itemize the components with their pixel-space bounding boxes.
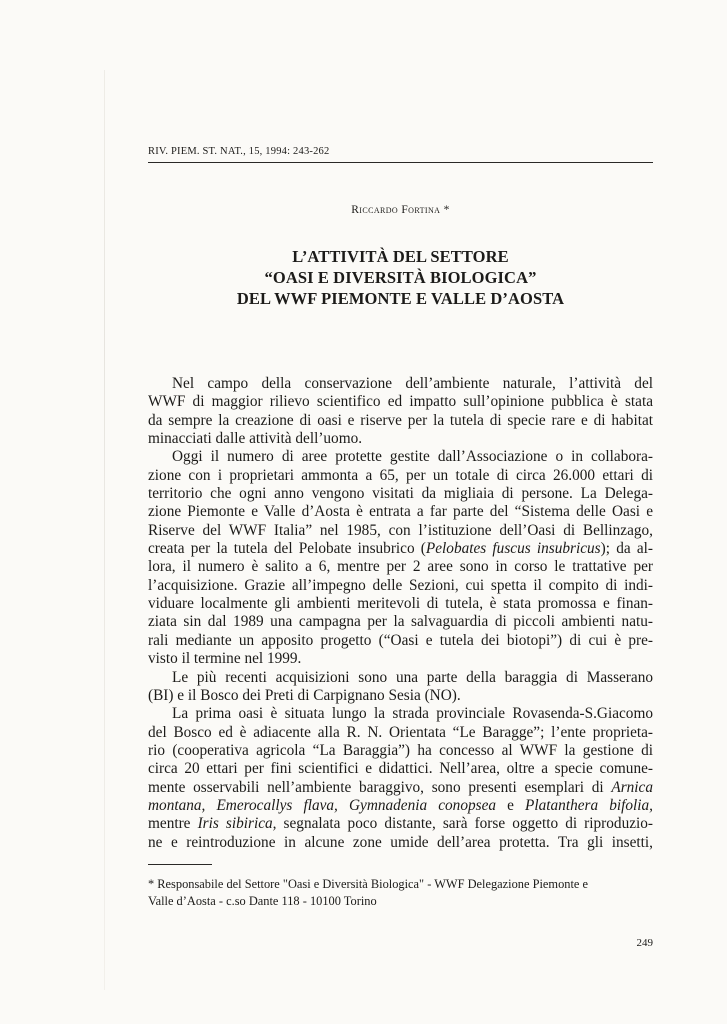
- body-line: [148, 742, 653, 760]
- body-text-segment: zione con i proprietari ammonta a 65, per un totale di circa 26.000 ettari di: [148, 466, 653, 484]
- body-text-segment: mentre: [148, 815, 198, 833]
- article-body: [148, 375, 653, 852]
- body-line: [148, 797, 653, 815]
- body-text-segment: ); da al-: [600, 540, 653, 558]
- title-line: DEL WWF PIEMONTE E VALLE D’AOSTA: [236, 289, 565, 308]
- body-text-segment: ziata sin dal 1989 una campagna per la salvaguardia di piccoli ambienti natu-: [148, 613, 653, 631]
- body-text-segment: rali mediante un apposito progetto (“Oasi e tutela dei biotopi”) di cui è pre-: [148, 631, 653, 649]
- body-line: [148, 577, 653, 595]
- body-text-segment: rio (cooperativa agricola “La Baraggia”) ha concesso al WWF la gestione di: [148, 741, 653, 759]
- italic-species-name: montana, Emerocallys flava, Gymnadenia conopsea: [148, 796, 497, 814]
- body-line: [148, 632, 653, 650]
- body-line: [148, 485, 653, 503]
- italic-species-name: Iris sibirica,: [197, 815, 277, 833]
- body-text-segment: territorio che ogni anno vengono visitati da migliaia di persone. La Delega-: [148, 485, 653, 503]
- article-title: [148, 246, 653, 309]
- body-text-segment: (BI) e il Bosco dei Preti di Carpignano Sesia (NO).: [148, 686, 461, 704]
- body-text-segment: ne e reintroduzione in alcune zone umide dell’area protetta. Tra gli insetti,: [148, 833, 653, 851]
- body-text-segment: del Bosco ed è adiacente alla R. N. Orientata “Le Baragge”; l’ente proprieta-: [148, 723, 653, 741]
- body-text-segment: e: [496, 796, 526, 814]
- italic-species-name: Platanthera bifolia,: [525, 796, 653, 814]
- body-text-segment: Nel campo della conservazione dell’ambiente naturale, l’attività del: [172, 375, 653, 392]
- body-text-segment: da sempre la creazione di oasi e riserve per la tutela di specie rare e di habitat: [148, 411, 653, 429]
- body-line: [148, 540, 653, 558]
- body-line: [148, 613, 653, 631]
- body-line: [148, 375, 653, 393]
- body-line: [148, 558, 653, 576]
- italic-species-name: Arnica: [611, 778, 653, 796]
- footnote-line: * Responsabile del Settore "Oasi e Diversità Biologica" - WWF Delegazione Piemonte e: [148, 877, 589, 891]
- body-text-segment: minacciati dalle attività dell’uomo.: [148, 430, 363, 448]
- body-line: [148, 724, 653, 742]
- body-line: [148, 467, 653, 485]
- italic-species-name: Pelobates fuscus insubricus: [425, 540, 601, 558]
- body-text-segment: creata per la tutela del Pelobate insubrico (: [148, 540, 426, 558]
- body-line: [148, 412, 653, 430]
- body-line: [148, 760, 653, 778]
- footnote-line: Valle d’Aosta - c.so Dante 118 - 10100 Torino: [148, 893, 377, 908]
- body-line: [148, 669, 653, 687]
- body-text-segment: visto il termine nel 1999.: [148, 650, 302, 668]
- body-text-segment: Oggi il numero di aree protette gestite dall’Associazione o in collabora-: [172, 448, 653, 466]
- body-text-segment: circa 20 ettari per fini scientifici e didattici. Nell’area, oltre a specie comune-: [148, 760, 653, 778]
- journal-reference: RIV. PIEM. ST. NAT., 15, 1994: 243-262: [148, 146, 330, 157]
- title-line: L’ATTIVITÀ DEL SETTORE: [292, 247, 509, 266]
- body-line: [148, 503, 653, 521]
- body-text-segment: viduare localmente gli ambienti meritevoli di tutela, è stata promossa e finan-: [148, 595, 653, 613]
- body-line: [148, 522, 653, 540]
- body-line: [148, 705, 653, 723]
- body-line: [148, 687, 653, 705]
- body-line: [148, 595, 653, 613]
- body-text-segment: segnalata poco distante, sarà forse oggetto di riproduzio-: [276, 815, 653, 833]
- body-text-segment: WWF di maggior rilievo scientifico ed impatto sull’opinione pubblica è stata: [148, 393, 653, 411]
- body-text-segment: Riserve del WWF Italia” nel 1985, con l’istituzione dell’Oasi di Bellinzago,: [148, 521, 653, 539]
- body-text-segment: Le più recenti acquisizioni sono una parte della baraggia di Masserano: [172, 668, 653, 686]
- page-number: 249: [636, 937, 653, 949]
- footnote: [148, 876, 658, 909]
- body-text-segment: zione Piemonte e Valle d’Aosta è entrata a far parte del “Sistema delle Oasi e: [148, 503, 653, 521]
- body-line: [148, 779, 653, 797]
- body-text-segment: l’acquisizione. Grazie all’impegno delle Sezioni, cui spetta il compito di indi-: [148, 576, 653, 594]
- body-text-segment: mente osservabili nell’ambiente baraggivo, sono presenti esemplari di: [148, 778, 612, 796]
- body-line: [148, 430, 653, 448]
- body-line: [148, 834, 653, 852]
- body-line: [148, 448, 653, 466]
- body-line: [148, 650, 653, 668]
- scan-edge-shadow: [104, 70, 105, 990]
- body-line: [148, 393, 653, 411]
- author-name: Riccardo Fortina *: [351, 204, 450, 216]
- header-rule: [148, 162, 653, 163]
- body-text-segment: La prima oasi è situata lungo la strada provinciale Rovasenda-S.Giacomo: [172, 705, 653, 723]
- footnote-rule: [148, 864, 212, 865]
- body-text-segment: lora, il numero è salito a 6, mentre per 2 aree sono in corso le trattative per: [148, 558, 653, 576]
- title-line: “OASI E DIVERSITÀ BIOLOGICA”: [264, 268, 537, 287]
- body-line: [148, 815, 653, 833]
